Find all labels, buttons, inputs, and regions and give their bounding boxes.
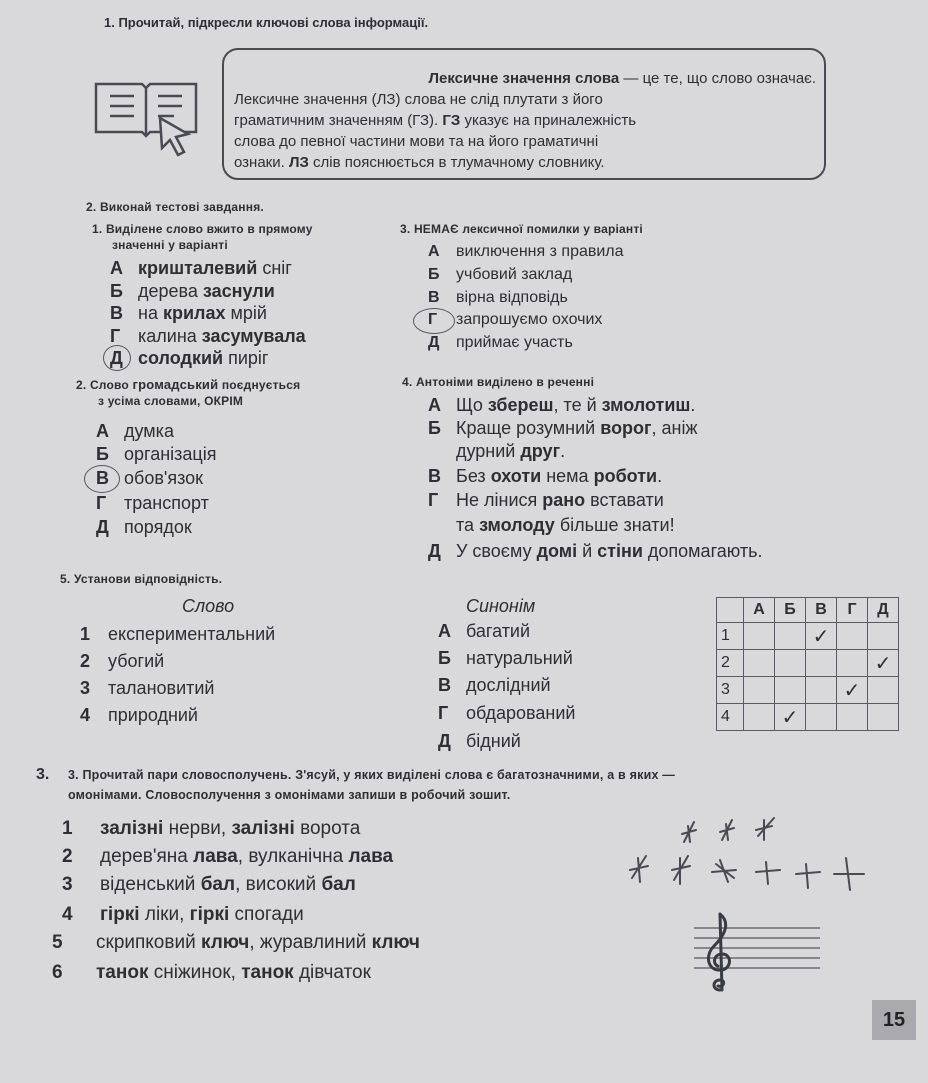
info-box	[222, 48, 826, 180]
treble-clef-icon	[694, 912, 824, 994]
grid-cell[interactable]	[837, 704, 868, 731]
answer-circle	[413, 308, 455, 334]
grid-cell[interactable]	[744, 650, 775, 677]
task3-item-2: 2 дерев'яна лава, вулканічна лава	[62, 846, 394, 867]
task3-item-6: 6 танок сніжинок, танок дівчаток	[52, 962, 371, 983]
grid-check[interactable]: ✓	[806, 623, 837, 650]
grid-cell[interactable]	[868, 623, 899, 650]
task1-header: 1. Прочитай, підкресли ключові слова інформації.	[104, 15, 429, 30]
q5-synonym-b: Б натуральний	[438, 648, 573, 668]
q5-prompt: 5. Установи відповідність.	[60, 572, 223, 586]
q4-option-e: Д У своєму домі й стіни допомагають.	[428, 541, 763, 561]
task3-header-2: омонімами. Словосполучення з омонімами запиши в робочий зошит.	[68, 788, 511, 802]
grid-cell[interactable]	[744, 623, 775, 650]
q3-option-c: В вірна відповідь	[428, 289, 568, 306]
task3-item-4: 4 гіркі ліки, гіркі спогади	[62, 904, 304, 925]
grid-check[interactable]: ✓	[837, 677, 868, 704]
q2-option-b: Б організація	[96, 444, 217, 464]
q4-option-d: Г Не лінися рано вставати	[428, 490, 664, 510]
q5-col-synonym: Синонім	[466, 596, 536, 616]
grid-cell[interactable]	[806, 650, 837, 677]
q2-prompt-2: з усіма словами, ОКРІМ	[98, 394, 244, 408]
q5-synonym-e: Д бідний	[438, 731, 521, 751]
q5-synonym-c: В дослідний	[438, 675, 551, 695]
q2-option-d: Г транспорт	[96, 493, 209, 513]
grid-row	[717, 704, 899, 731]
q3-option-b: Б учбовий заклад	[428, 266, 573, 283]
grid-col-b: Б	[775, 598, 806, 623]
answer-circle	[103, 345, 131, 371]
q3-option-a: А виключення з правила	[428, 243, 624, 260]
q5-word-2: 2 убогий	[80, 651, 165, 671]
q1-prompt-2: значенні у варіанті	[112, 238, 228, 252]
q1-option-c: В на крилах мрій	[110, 303, 267, 323]
grid-cell[interactable]	[837, 623, 868, 650]
q2-option-a: А думка	[96, 421, 174, 441]
grid-corner	[717, 598, 744, 623]
q5-word-4: 4 природний	[80, 705, 198, 725]
q3-option-d: Г запрошуємо охочих	[428, 311, 603, 328]
info-text: Лексичне значення слова — це те, що слово означає. Лексичне значення (ЛЗ) слова не слід плутати з його граматичним значенням (ГЗ). ГЗ указує на приналежність слова до певної частини мови та на його граматичні ознаки. ЛЗ слів пояснюється в тлумачному словнику.	[234, 70, 816, 171]
grid-row	[717, 623, 899, 650]
grid-check[interactable]: ✓	[868, 650, 899, 677]
grid-cell[interactable]	[775, 677, 806, 704]
grid-check[interactable]: ✓	[775, 704, 806, 731]
grid-row	[717, 650, 899, 677]
task3-header-1: 3. Прочитай пари словосполучень. З'ясуй, у яких виділені слова є багатозначними, а в яких —	[68, 768, 675, 782]
q1-option-e: Д солодкий пиріг	[110, 348, 269, 368]
grid-cell[interactable]	[775, 623, 806, 650]
grid-cell[interactable]	[775, 650, 806, 677]
grid-cell[interactable]	[837, 650, 868, 677]
grid-cell[interactable]	[744, 677, 775, 704]
grid-col-d: Г	[837, 598, 868, 623]
grid-row	[717, 677, 899, 704]
grid-col-c: В	[806, 598, 837, 623]
grid-col-a: А	[744, 598, 775, 623]
q1-option-a: А кришталевий сніг	[110, 258, 292, 278]
q5-word-3: 3 талановитий	[80, 678, 215, 698]
grid-cell[interactable]	[868, 677, 899, 704]
grid-col-e: Д	[868, 598, 899, 623]
q4-option-a: А Що збереш, те й змолотиш.	[428, 395, 696, 415]
grid-cell[interactable]	[806, 677, 837, 704]
grid-row-label: 1	[717, 623, 744, 650]
task3-item-3: 3 віденський бал, високий бал	[62, 874, 356, 895]
task2-header: 2. Виконай тестові завдання.	[86, 200, 264, 214]
grid-row-label: 4	[717, 704, 744, 731]
answer-circle	[84, 465, 120, 493]
q2-prompt: 2. Слово громадський поєднується	[76, 377, 301, 392]
q2-option-e: Д порядок	[96, 517, 192, 537]
q1-prompt: 1. Виділене слово вжито в прямому	[92, 222, 313, 236]
cranes-flock-icon	[624, 812, 874, 902]
q5-synonym-a: А багатий	[438, 621, 531, 641]
q1-option-d: Г калина засумувала	[110, 326, 306, 346]
answer-grid	[716, 597, 899, 731]
grid-row-label: 2	[717, 650, 744, 677]
q2-option-c: В обов'язок	[96, 468, 204, 488]
q4-prompt: 4. Антоніми виділено в реченні	[402, 375, 595, 389]
grid-cell[interactable]	[744, 704, 775, 731]
task3-item-5: 5 скрипковий ключ, журавлиний ключ	[52, 932, 420, 953]
q5-word-1: 1 експериментальний	[80, 624, 276, 644]
task3-item-1: 1 залізні нерви, залізні ворота	[62, 818, 361, 839]
q4-option-b: Б Краще розумний ворог, аніж	[428, 418, 698, 438]
q4-option-d2: та змолоду більше знати!	[456, 515, 675, 535]
page-number: 15	[872, 1000, 916, 1040]
q5-col-word: Слово	[182, 596, 235, 616]
open-book-icon	[92, 74, 202, 164]
q3-option-e: Д приймає участь	[428, 334, 573, 351]
grid-header-row	[717, 598, 899, 623]
q3-prompt: 3. НЕМАЄ лексичної помилки у варіанті	[400, 222, 643, 236]
grid-cell[interactable]	[806, 704, 837, 731]
grid-cell[interactable]	[868, 704, 899, 731]
q4-option-b2: дурний друг.	[456, 441, 566, 461]
q4-option-c: В Без охоти нема роботи.	[428, 466, 663, 486]
task3-number: 3.	[36, 766, 50, 783]
q1-option-b: Б дерева заснули	[110, 281, 275, 301]
q5-synonym-d: Г обдарований	[438, 703, 576, 723]
grid-row-label: 3	[717, 677, 744, 704]
